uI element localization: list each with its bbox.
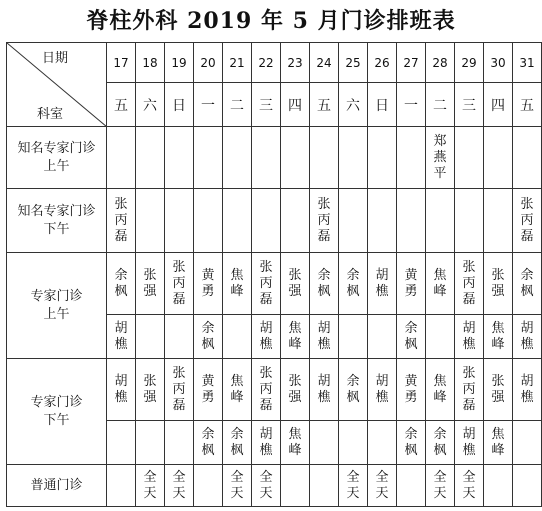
schedule-cell <box>252 189 281 253</box>
weekday-cell: 一 <box>397 83 426 127</box>
doctor-name: 张丙磊 <box>317 196 331 244</box>
schedule-cell <box>455 359 484 421</box>
date-cell: 26 <box>368 43 397 83</box>
doctor-name: 余枫 <box>230 426 244 458</box>
schedule-cell <box>484 127 513 189</box>
schedule-cell <box>513 359 542 421</box>
doctor-name: 全天 <box>433 469 447 501</box>
schedule-cell <box>368 315 397 359</box>
doctor-name: 焦峰 <box>288 320 302 352</box>
schedule-cell <box>281 189 310 253</box>
schedule-cell <box>426 253 455 315</box>
date-cell: 29 <box>455 43 484 83</box>
schedule-cell <box>281 253 310 315</box>
date-cell: 23 <box>281 43 310 83</box>
schedule-cell <box>281 315 310 359</box>
dept-cell <box>7 359 107 465</box>
corner-dept-label: 科室 <box>37 107 64 122</box>
schedule-cell <box>281 465 310 507</box>
schedule-cell <box>397 189 426 253</box>
doctor-name: 焦峰 <box>491 426 505 458</box>
schedule-cell <box>281 421 310 465</box>
date-cell: 27 <box>397 43 426 83</box>
schedule-cell <box>165 127 194 189</box>
doctor-name: 全天 <box>375 469 389 501</box>
doctor-name: 胡樵 <box>375 373 389 405</box>
schedule-cell <box>339 189 368 253</box>
dept-label-line: 知名专家门诊 <box>17 203 96 219</box>
date-cell: 24 <box>310 43 339 83</box>
dept-label-line: 专家门诊 <box>30 394 83 410</box>
dept-label-line: 专家门诊 <box>30 288 83 304</box>
schedule-cell <box>223 189 252 253</box>
weekday-cell: 五 <box>513 83 542 127</box>
doctor-name: 郑燕平 <box>433 133 447 181</box>
schedule-cell <box>107 189 136 253</box>
doctor-name: 全天 <box>172 469 186 501</box>
doctor-name: 胡樵 <box>317 373 331 405</box>
schedule-cell <box>339 421 368 465</box>
schedule-cell <box>136 189 165 253</box>
dept-label-line: 下午 <box>43 412 70 428</box>
schedule-cell <box>310 127 339 189</box>
schedule-cell <box>165 421 194 465</box>
schedule-cell <box>455 421 484 465</box>
schedule-cell <box>223 359 252 421</box>
weekday-cell: 三 <box>252 83 281 127</box>
dept-cell <box>7 127 107 189</box>
doctor-name: 余枫 <box>201 320 215 352</box>
schedule-cell <box>426 189 455 253</box>
weekday-cell: 五 <box>310 83 339 127</box>
schedule-row <box>7 253 542 315</box>
schedule-cell <box>194 421 223 465</box>
date-cell: 25 <box>339 43 368 83</box>
doctor-name: 胡樵 <box>462 320 476 352</box>
schedule-cell <box>252 421 281 465</box>
schedule-cell <box>484 315 513 359</box>
schedule-cell <box>426 127 455 189</box>
schedule-cell <box>194 127 223 189</box>
schedule-cell <box>281 359 310 421</box>
doctor-name: 胡樵 <box>520 320 534 352</box>
schedule-cell <box>310 315 339 359</box>
schedule-cell <box>397 127 426 189</box>
dept-label-line: 普通门诊 <box>30 477 83 493</box>
schedule-row <box>7 127 542 189</box>
doctor-name: 黄勇 <box>404 267 418 299</box>
schedule-cell <box>397 465 426 507</box>
doctor-name: 胡樵 <box>259 426 273 458</box>
schedule-cell <box>223 127 252 189</box>
doctor-name: 张强 <box>491 267 505 299</box>
schedule-cell <box>252 465 281 507</box>
schedule-cell <box>136 127 165 189</box>
schedule-cell <box>455 189 484 253</box>
weekday-cell: 四 <box>484 83 513 127</box>
dept-label-line: 上午 <box>43 306 70 322</box>
doctor-name: 全天 <box>462 469 476 501</box>
schedule-cell <box>455 253 484 315</box>
corner-date-label: 日期 <box>41 51 68 66</box>
schedule-cell <box>339 127 368 189</box>
doctor-name: 焦峰 <box>230 267 244 299</box>
doctor-name: 胡樵 <box>375 267 389 299</box>
schedule-cell <box>310 359 339 421</box>
schedule-row <box>7 359 542 421</box>
schedule-cell <box>165 189 194 253</box>
schedule-cell <box>513 465 542 507</box>
schedule-cell <box>107 253 136 315</box>
doctor-name: 胡樵 <box>520 373 534 405</box>
weekday-cell: 五 <box>107 83 136 127</box>
schedule-cell <box>107 421 136 465</box>
doctor-name: 全天 <box>259 469 273 501</box>
weekday-cell: 六 <box>136 83 165 127</box>
schedule-cell <box>368 465 397 507</box>
dept-cell <box>7 189 107 253</box>
doctor-name: 胡樵 <box>114 320 128 352</box>
doctor-name: 黄勇 <box>201 373 215 405</box>
schedule-cell <box>513 253 542 315</box>
doctor-name: 张强 <box>143 373 157 405</box>
schedule-cell <box>455 127 484 189</box>
doctor-name: 余枫 <box>404 320 418 352</box>
weekday-cell: 六 <box>339 83 368 127</box>
schedule-cell <box>426 315 455 359</box>
schedule-cell <box>223 465 252 507</box>
doctor-name: 张丙磊 <box>520 196 534 244</box>
schedule-cell <box>310 465 339 507</box>
schedule-cell <box>368 359 397 421</box>
dept-label-line: 知名专家门诊 <box>17 140 96 156</box>
doctor-name: 全天 <box>143 469 157 501</box>
schedule-row <box>7 465 542 507</box>
schedule-cell <box>223 315 252 359</box>
schedule-cell <box>513 127 542 189</box>
schedule-cell <box>281 127 310 189</box>
schedule-cell <box>252 127 281 189</box>
doctor-name: 余枫 <box>346 267 360 299</box>
doctor-name: 余枫 <box>433 426 447 458</box>
schedule-cell <box>397 421 426 465</box>
schedule-cell <box>397 359 426 421</box>
doctor-name: 黄勇 <box>201 267 215 299</box>
date-cell: 19 <box>165 43 194 83</box>
schedule-cell <box>165 253 194 315</box>
corner-header-cell <box>7 43 107 127</box>
doctor-name: 余枫 <box>346 373 360 405</box>
doctor-name: 焦峰 <box>491 320 505 352</box>
schedule-cell <box>107 315 136 359</box>
date-cell: 18 <box>136 43 165 83</box>
schedule-cell <box>484 253 513 315</box>
doctor-name: 张丙磊 <box>259 365 273 413</box>
schedule-cell <box>339 359 368 421</box>
doctor-name: 张丙磊 <box>172 259 186 307</box>
schedule-cell <box>368 127 397 189</box>
date-cell: 30 <box>484 43 513 83</box>
schedule-cell <box>339 465 368 507</box>
date-cell: 20 <box>194 43 223 83</box>
schedule-cell <box>426 359 455 421</box>
schedule-cell <box>426 421 455 465</box>
schedule-cell <box>310 189 339 253</box>
schedule-cell <box>107 359 136 421</box>
doctor-name: 胡樵 <box>317 320 331 352</box>
doctor-name: 胡樵 <box>114 373 128 405</box>
doctor-name: 张丙磊 <box>259 259 273 307</box>
dept-label-line: 下午 <box>43 221 70 237</box>
schedule-cell <box>426 465 455 507</box>
schedule-cell <box>194 315 223 359</box>
schedule-cell <box>107 127 136 189</box>
schedule-cell <box>484 189 513 253</box>
schedule-cell <box>107 465 136 507</box>
doctor-name: 张丙磊 <box>462 365 476 413</box>
schedule-cell <box>165 465 194 507</box>
doctor-name: 焦峰 <box>433 373 447 405</box>
doctor-name: 张强 <box>288 373 302 405</box>
schedule-cell <box>397 315 426 359</box>
schedule-cell <box>194 359 223 421</box>
schedule-cell <box>513 315 542 359</box>
schedule-cell <box>165 315 194 359</box>
schedule-cell <box>194 253 223 315</box>
date-cell: 22 <box>252 43 281 83</box>
schedule-cell <box>136 421 165 465</box>
dept-label-line: 上午 <box>43 158 70 174</box>
schedule-cell <box>484 465 513 507</box>
doctor-name: 张强 <box>288 267 302 299</box>
doctor-name: 张丙磊 <box>172 365 186 413</box>
doctor-name: 张丙磊 <box>114 196 128 244</box>
schedule-cell <box>339 315 368 359</box>
weekday-cell: 日 <box>368 83 397 127</box>
schedule-cell <box>252 253 281 315</box>
schedule-cell <box>310 253 339 315</box>
schedule-cell <box>194 189 223 253</box>
page-title: 脊柱外科 2019 年 5 月门诊排班表 <box>86 8 456 34</box>
schedule-cell <box>223 421 252 465</box>
schedule-cell <box>165 359 194 421</box>
schedule-cell <box>252 359 281 421</box>
doctor-name: 全天 <box>230 469 244 501</box>
doctor-name: 黄勇 <box>404 373 418 405</box>
weekday-cell: 日 <box>165 83 194 127</box>
doctor-name: 张强 <box>143 267 157 299</box>
date-cell: 17 <box>107 43 136 83</box>
dept-cell <box>7 253 107 359</box>
schedule-cell <box>310 421 339 465</box>
schedule-cell <box>368 189 397 253</box>
doctor-name: 焦峰 <box>288 426 302 458</box>
schedule-cell <box>223 253 252 315</box>
doctor-name: 余枫 <box>404 426 418 458</box>
schedule-row <box>7 189 542 253</box>
schedule-cell <box>252 315 281 359</box>
weekday-cell: 二 <box>223 83 252 127</box>
schedule-cell <box>368 253 397 315</box>
schedule-cell <box>455 315 484 359</box>
schedule-table <box>6 42 542 507</box>
date-cell: 31 <box>513 43 542 83</box>
date-cell: 21 <box>223 43 252 83</box>
doctor-name: 张丙磊 <box>462 259 476 307</box>
weekday-cell: 二 <box>426 83 455 127</box>
date-cell: 28 <box>426 43 455 83</box>
weekday-cell: 三 <box>455 83 484 127</box>
doctor-name: 胡樵 <box>462 426 476 458</box>
schedule-cell <box>136 253 165 315</box>
schedule-cell <box>513 421 542 465</box>
doctor-name: 余枫 <box>520 267 534 299</box>
doctor-name: 张强 <box>491 373 505 405</box>
doctor-name: 焦峰 <box>433 267 447 299</box>
schedule-cell <box>136 465 165 507</box>
doctor-name: 焦峰 <box>230 373 244 405</box>
schedule-cell <box>136 359 165 421</box>
schedule-cell <box>484 421 513 465</box>
schedule-cell <box>368 421 397 465</box>
schedule-cell <box>455 465 484 507</box>
schedule-cell <box>136 315 165 359</box>
doctor-name: 全天 <box>346 469 360 501</box>
doctor-name: 胡樵 <box>259 320 273 352</box>
date-header-row <box>7 43 542 83</box>
weekday-cell: 四 <box>281 83 310 127</box>
schedule-cell <box>513 189 542 253</box>
schedule-cell <box>397 253 426 315</box>
schedule-cell <box>484 359 513 421</box>
schedule-cell <box>194 465 223 507</box>
doctor-name: 余枫 <box>114 267 128 299</box>
weekday-cell: 一 <box>194 83 223 127</box>
doctor-name: 余枫 <box>201 426 215 458</box>
schedule-cell <box>339 253 368 315</box>
dept-cell <box>7 465 107 507</box>
doctor-name: 余枫 <box>317 267 331 299</box>
